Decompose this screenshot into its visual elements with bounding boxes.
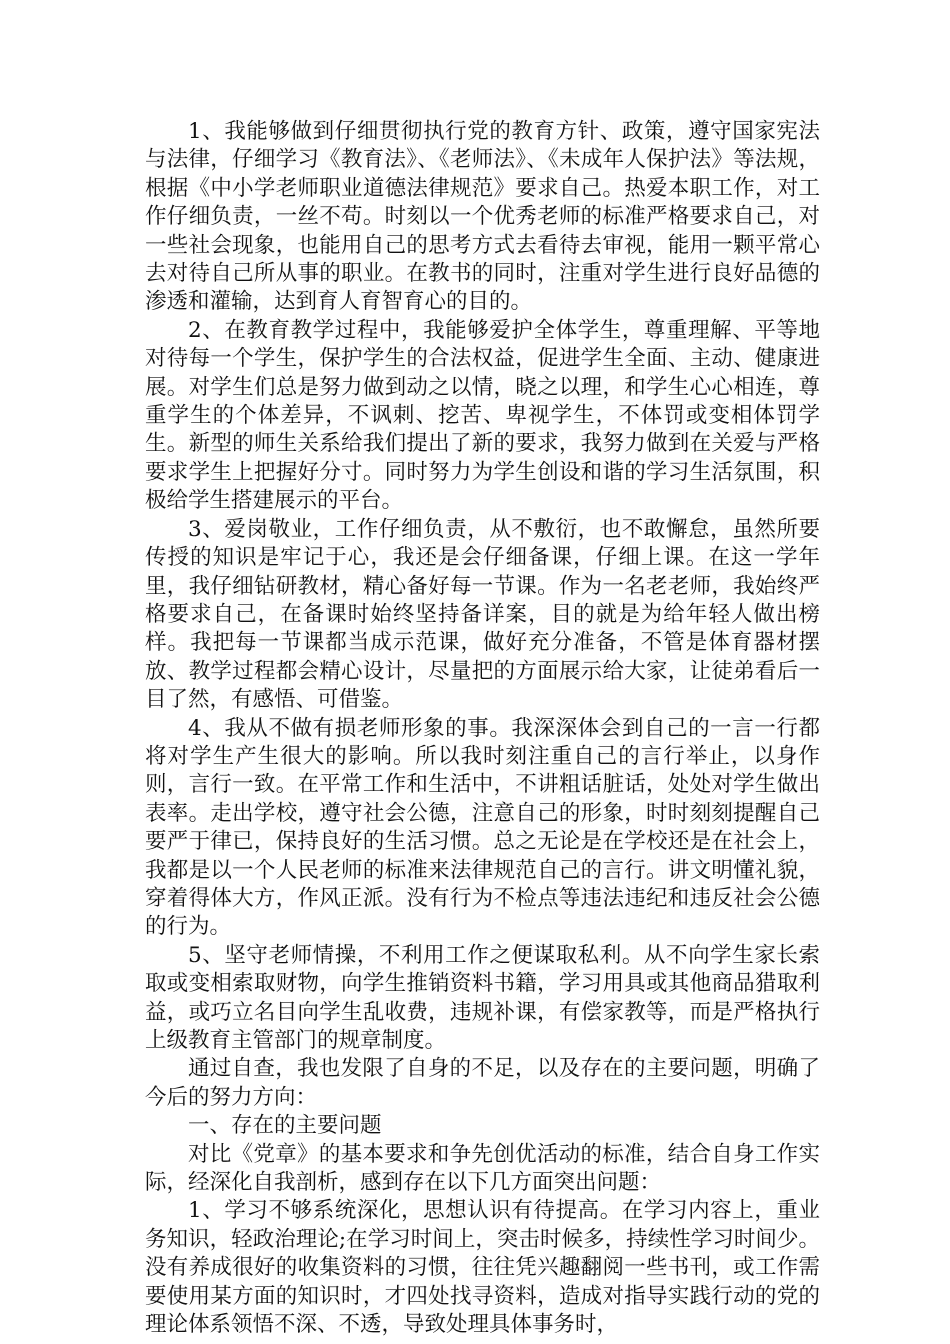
paragraph-2: 2、在教育教学过程中，我能够爱护全体学生，尊重理解、平等地对待每一个学生，保护学生的合法权益，促进学生全面、主动、健康进展。对学生们总是努力做到动之以情，晓之以理，和学生心心相连，尊重学生的个体差异，不讽刺、挖苦、卑视学生，不体罚或变相体罚学生。新型的师生关系给我们提出了新的要求，我努力做到在关爱与严格要求学生上把握好分寸。同时努力为学生创设和谐的学习生活氛围，积极给学生搭建展示的平台。 xyxy=(145,317,820,514)
paragraph-comparison: 对比《党章》的基本要求和争先创优活动的标准，结合自身工作实际，经深化自我剖析，感到存在以下几方面突出问题： xyxy=(145,1141,820,1196)
paragraph-self-check: 通过自查，我也发限了自身的不足，以及存在的主要问题，明确了今后的努力方向： xyxy=(145,1056,820,1110)
paragraph-4: 4、我从不做有损老师形象的事。我深深体会到自己的一言一行都将对学生产生很大的影响。所以我时刻注重自己的言行举止，以身作则，言行一致。在平常工作和生活中，不讲粗话脏话，处处对学生做出表率。走出学校，遵守社会公德，注意自己的形象，时时刻刻提醒自己要严于律已，保持良好的生活习惯。总之无论是在学校还是在社会上，我都是以一个人民老师的标准来法律规范自己的言行。讲文明懂礼貌，穿着得体大方，作风正派。没有行为不检点等违法违纪和违反社会公德的行为。 xyxy=(145,715,820,940)
paragraph-5: 5、坚守老师情操，不利用工作之便谋取私利。从不向学生家长索取或变相索取财物，向学生推销资料书籍，学习用具或其他商品猎取利益，或巧立名目向学生乱收费，违规补课，有偿家教等，而是严格执行上级教育主管部门的规章制度。 xyxy=(145,942,820,1053)
paragraph-problem-1: 1、学习不够系统深化，思想认识有待提高。在学习内容上，重业务知识，轻政治理论;在学习时间上，突击时候多，持续性学习时间少。没有养成很好的收集资料的习惯，往往凭兴趣翻阅一些书刊，或工作需要使用某方面的知识时，才四处找寻资料，造成对指导实践行动的党的理论体系领悟不深、不透，导致处理具体事务时， xyxy=(145,1198,820,1338)
document-body xyxy=(145,118,820,1339)
paragraph-3: 3、爱岗敬业，工作仔细负责，从不敷衍，也不敢懈怠，虽然所要传授的知识是牢记于心，我还是会仔细备课，仔细上课。在这一学年里，我仔细钻研教材，精心备好每一节课。作为一名老老师，我始终严格要求自己，在备课时始终坚持备详案，目的就是为给年轻人做出榜样。我把每一节课都当成示范课，做好充分准备，不管是体育器材摆放、教学过程都会精心设计，尽量把的方面展示给大家，让徒弟看后一目了然，有感悟、可借鉴。 xyxy=(145,516,820,713)
section-heading-problems: 一、存在的主要问题 xyxy=(188,1113,382,1139)
paragraph-1: 1、我能够做到仔细贯彻执行党的教育方针、政策，遵守国家宪法与法律，仔细学习《教育法》、《老师法》、《未成年人保护法》等法规，根据《中小学老师职业道德法律规范》要求自己。热爱本职工作，对工作仔细负责，一丝不苟。时刻以一个优秀老师的标准严格要求自己，对一些社会现象，也能用自己的思考方式去看待去审视，能用一颗平常心去对待自己所从事的职业。在教书的同时，注重对学生进行良好品德的渗透和灌输，达到育人育智育心的目的。 xyxy=(145,119,820,315)
